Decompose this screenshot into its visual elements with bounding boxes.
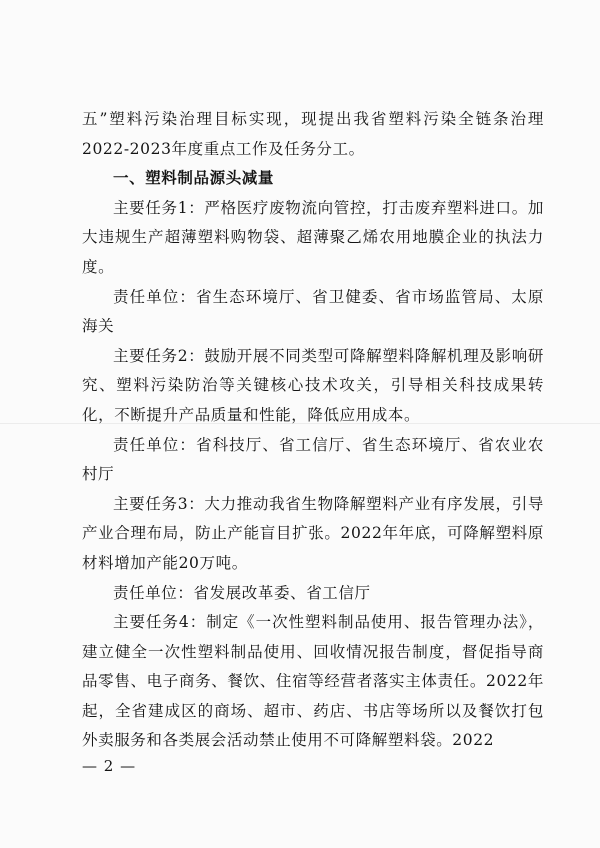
task-4: 主要任务4：制定《一次性塑料制品使用、报告管理办法》，建立健全一次性塑料制品使用、回收情况报告制度，督促指导商品零售、电子商务、餐饮、住宿等经营者落实主体责任。2022年起，全省建成区的商场、超市、药店、书店等场所以及餐饮打包外卖服务和各类展会活动禁止使用不可降解塑料袋。2022	[82, 613, 544, 750]
task-3-responsible-units: 责任单位：省发展改革委、省工信厅	[113, 583, 371, 602]
task-2-responsible-units: 责任单位：省科技厅、省工信厅、省生态环境厅、省农业农村厅	[82, 435, 544, 484]
document-body	[82, 105, 544, 756]
task-2: 主要任务2：鼓励开展不同类型可降解塑料降解机理及影响研究、塑料污染防治等关键核心技术攻关，引导相关科技成果转化，不断提升产品质量和性能，降低应用成本。	[82, 346, 544, 424]
paragraph-intro: 五”塑料污染治理目标实现，现提出我省塑料污染全链条治理2022-2023年度重点工作及任务分工。	[82, 110, 544, 158]
page-number: — 2 —	[82, 757, 137, 775]
section-heading: 一、塑料制品源头减量	[113, 169, 275, 188]
task-1: 主要任务1：严格医疗废物流向管控，打击废弃塑料进口。加大违规生产超薄塑料购物袋、超薄聚乙烯农用地膜企业的执法力度。	[82, 198, 544, 276]
task-1-responsible-units: 责任单位：省生态环境厅、省卫健委、省市场监管局、太原海关	[82, 287, 544, 336]
task-3: 主要任务3：大力推动我省生物降解塑料产业有序发展，引导产业合理布局，防止产能盲目扩张。2022年年底，可降解塑料原材料增加产能20万吨。	[82, 494, 544, 572]
